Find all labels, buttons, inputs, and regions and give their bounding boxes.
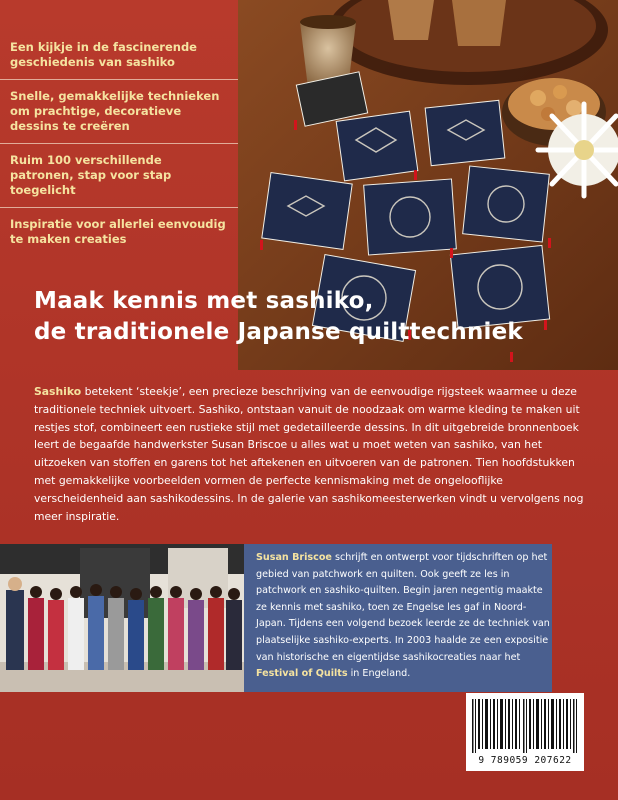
feature-bullets xyxy=(0,40,238,247)
divider xyxy=(0,207,238,208)
festival-name: Festival of Quilts xyxy=(256,668,348,680)
divider xyxy=(0,143,238,144)
author-bio xyxy=(256,550,552,683)
headline-line-1: Maak kennis met sashiko, xyxy=(34,288,374,314)
headline xyxy=(34,286,604,348)
barcode-icon xyxy=(472,699,578,753)
description-lead: Sashiko xyxy=(34,385,82,398)
group-illustration xyxy=(0,544,244,692)
feature-bullet: Inspiratie voor allerlei eenvoudig te maken creaties xyxy=(10,217,226,246)
divider xyxy=(0,79,238,80)
isbn-number: 9 789059 207622 xyxy=(478,755,572,766)
feature-bullet: Snelle, gemakkelijke technieken om prachtige, decoratieve dessins te creëren xyxy=(10,89,220,133)
description-paragraph xyxy=(34,383,590,525)
description-text: betekent ‘steekje’, een precieze beschrijving van de eenvoudige rijgsteek waarmee u deze traditionele techniek uitvoert. Sashiko, ontstaan vanuit de noodzaak om warme kleding te maken uit restjes stof, combineert een rustieke stijl met gedetailleerde dessins. In dit uitgebreide bronnenboek leert de begaafde handwerkster Susan Briscoe u alles wat u moet weten van sashiko, van het uitzoeken van stoffen en garens tot het aftekenen en uitvoeren van de patronen. Tien hoofdstukken met gemakkelijke voorbeelden vormen de perfecte kennismaking met de ongelooflijke verscheidenheid aan sashikodessins. In de galerie van sashikomeesterwerken vindt u vervolgens nog meer inspiratie. xyxy=(34,385,584,523)
feature-bullet: Ruim 100 verschillende patronen, stap voor stap toegelicht xyxy=(10,153,172,197)
feature-bullet: Een kijkje in de fascinerende geschiedenis van sashiko xyxy=(10,40,197,69)
barcode xyxy=(466,693,584,771)
author-bio-text: schrijft en ontwerpt voor tijdschriften op het gebied van patchwork en quilten. Ook geeft ze les in patchwork en sashiko-quilten. Begin jaren negentig maakte ze kennis met sashiko, toen ze Engelse les gaf in Noord-Japan. Tijdens een volgend bezoek leerde ze de techniek van plaatselijke sashiko-experts. In 2003 haalde ze een expositie van historische en eigentijdse sashikocreaties naar het xyxy=(256,552,550,663)
author-name: Susan Briscoe xyxy=(256,552,332,563)
author-bio-panel xyxy=(244,544,552,692)
author-bio-end: in Engeland. xyxy=(347,668,411,680)
group-photo xyxy=(0,544,244,692)
headline-line-2: de traditionele Japanse quilttechniek xyxy=(34,319,523,345)
